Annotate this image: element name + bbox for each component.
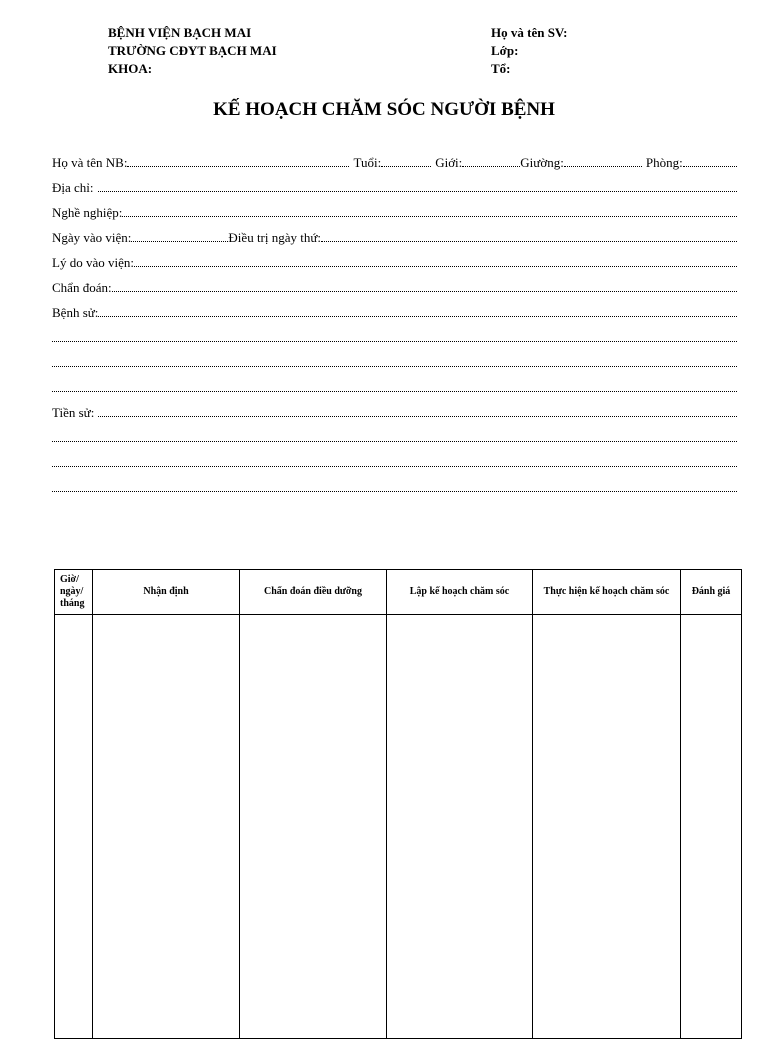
- bed-field[interactable]: [564, 162, 642, 167]
- form-line-past-history-cont: [52, 471, 737, 496]
- address-field[interactable]: [98, 187, 737, 192]
- hospital-name: BỆNH VIỆN BẠCH MAI: [108, 25, 252, 40]
- student-name-label: Họ và tên SV:: [491, 25, 568, 40]
- admission-date-field[interactable]: [131, 237, 228, 242]
- admission-reason-field[interactable]: [134, 262, 737, 267]
- school-name: TRƯỜNG CĐYT BẠCH MAI: [108, 43, 277, 58]
- cell-nursing-diagnosis[interactable]: [240, 615, 387, 1039]
- age-label: Tuổi:: [353, 155, 382, 170]
- form-line-past-history-cont: [52, 421, 737, 446]
- form-line-address: [52, 171, 737, 196]
- table-row: [55, 615, 742, 1039]
- header-left: [108, 24, 277, 78]
- care-plan-table: [54, 569, 742, 1039]
- col-header-care-implementation: Thực hiện kế hoạch chăm sóc: [533, 570, 681, 615]
- form-line-patient: [52, 146, 737, 171]
- admission-reason-label: Lý do vào viện:: [52, 255, 134, 270]
- room-field[interactable]: [683, 162, 737, 167]
- address-label: Địa chỉ:: [52, 180, 94, 195]
- treatment-day-label: Điều trị ngày thứ:: [228, 230, 322, 245]
- form-line-history-cont: [52, 371, 737, 396]
- age-field[interactable]: [381, 162, 431, 167]
- page-title: KẾ HOẠCH CHĂM SÓC NGƯỜI BỆNH: [213, 99, 555, 120]
- medical-history-field-2[interactable]: [52, 337, 737, 342]
- diagnosis-field[interactable]: [112, 287, 737, 292]
- medical-history-field-4[interactable]: [52, 387, 737, 392]
- cell-care-implementation[interactable]: [533, 615, 681, 1039]
- occupation-label: Nghề nghiệp:: [52, 205, 123, 220]
- col-header-nursing-diagnosis: Chẩn đoán điều dưỡng: [240, 570, 387, 615]
- form-line-past-history-cont: [52, 446, 737, 471]
- medical-history-field-3[interactable]: [52, 362, 737, 367]
- occupation-field[interactable]: [122, 212, 737, 217]
- room-label: Phòng:: [645, 155, 683, 170]
- cell-evaluation[interactable]: [681, 615, 742, 1039]
- past-history-field-3[interactable]: [52, 462, 737, 467]
- medical-history-field[interactable]: [98, 312, 737, 317]
- group-label: Tổ:: [491, 61, 511, 76]
- class-label: Lớp:: [491, 43, 519, 58]
- past-history-field-2[interactable]: [52, 437, 737, 442]
- medical-history-label: Bệnh sử:: [52, 305, 99, 320]
- cell-care-planning[interactable]: [387, 615, 533, 1039]
- admission-date-label: Ngày vào viện:: [52, 230, 132, 245]
- cell-time[interactable]: [55, 615, 93, 1039]
- cell-assessment[interactable]: [93, 615, 240, 1039]
- past-history-label: Tiền sử:: [52, 405, 95, 420]
- gender-label: Giới:: [435, 155, 463, 170]
- form-line-past-history: [52, 396, 737, 421]
- past-history-field[interactable]: [98, 412, 737, 417]
- treatment-day-field[interactable]: [321, 237, 737, 242]
- form-line-reason: [52, 246, 737, 271]
- col-header-evaluation: Đánh giá: [681, 570, 742, 615]
- patient-info-form: [52, 146, 737, 496]
- department-label: KHOA:: [108, 61, 153, 76]
- col-header-care-planning: Lập kế hoạch chăm sóc: [387, 570, 533, 615]
- form-line-history-cont: [52, 346, 737, 371]
- header-right: [491, 24, 567, 78]
- form-line-history: [52, 296, 737, 321]
- table-header-row: [55, 570, 742, 615]
- bed-label: Giường:: [520, 155, 564, 170]
- patient-name-field[interactable]: [127, 162, 349, 167]
- gender-field[interactable]: [462, 162, 520, 167]
- past-history-field-4[interactable]: [52, 487, 737, 492]
- col-header-time: Giờ/ ngày/ tháng: [55, 570, 93, 615]
- col-header-assessment: Nhận định: [93, 570, 240, 615]
- patient-name-label: Họ và tên NB:: [52, 155, 128, 170]
- form-line-history-cont: [52, 321, 737, 346]
- diagnosis-label: Chẩn đoán:: [52, 280, 112, 295]
- form-line-admission: [52, 221, 737, 246]
- form-line-diagnosis: [52, 271, 737, 296]
- form-line-occupation: [52, 196, 737, 221]
